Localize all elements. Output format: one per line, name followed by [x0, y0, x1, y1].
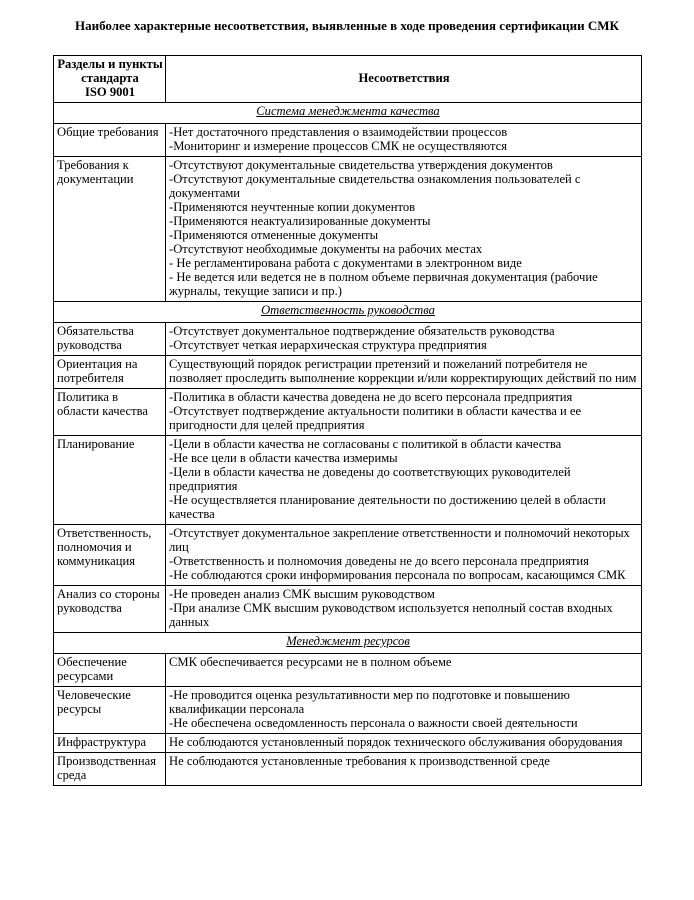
standard-section-label: Производственная среда [54, 753, 166, 786]
nonconformity-item: -Не обеспечена осведомленность персонала о важности своей деятельности [169, 716, 578, 730]
table-row [54, 586, 642, 633]
nonconformity-item: -Отсутствует документальное подтверждение обязательств руководства [169, 324, 555, 338]
nonconformity-item: -Нет достаточного представления о взаимодействии процессов [169, 125, 508, 139]
nonconformity-item: Не соблюдаются установленные требования к производственной среде [169, 754, 550, 768]
header-col1-line: Разделы и пункты [57, 57, 163, 71]
nonconformity-item: -Отсутствуют документальные свидетельства ознакомления пользователей с документами [169, 172, 581, 200]
section-title: Ответственность руководства [54, 302, 642, 323]
table-row [54, 436, 642, 525]
nonconformity-cell [166, 525, 642, 586]
nonconformity-item: -Цели в области качества не доведены до соответствующих руководителей предприятия [169, 465, 571, 493]
nonconformity-item: -Отсутствуют необходимые документы на рабочих местах [169, 242, 483, 256]
table-row [54, 389, 642, 436]
standard-section-label: Обязательства руководства [54, 323, 166, 356]
header-standard-sections [54, 56, 166, 103]
nonconformity-item: - Не ведется или ведется не в полном объеме первичная документация (рабочие журналы, текущие записи и пр.) [169, 270, 598, 298]
nonconformity-item: -Отсутствует документальное закрепление ответственности и полномочий некоторых лиц [169, 526, 630, 554]
nonconformity-item: -Не все цели в области качества измеримы [169, 451, 398, 465]
nonconformity-cell [166, 687, 642, 734]
nonconformity-item: -Не соблюдаются сроки информирования персонала по вопросам, касающимся СМК [169, 568, 626, 582]
table-row [54, 734, 642, 753]
table-row [54, 654, 642, 687]
section-title: Менеджмент ресурсов [54, 633, 642, 654]
standard-section-label: Политика в области качества [54, 389, 166, 436]
nonconformity-item: -Применяются отмененные документы [169, 228, 379, 242]
page-title: Наиболее характерные несоответствия, выявленные в ходе проведения сертификации СМК [75, 18, 619, 33]
nonconformity-cell [166, 157, 642, 302]
standard-section-label: Инфраструктура [54, 734, 166, 753]
standard-section-label: Обеспечение ресурсами [54, 654, 166, 687]
standard-section-label: Ответственность, полномочия и коммуникация [54, 525, 166, 586]
nonconformity-cell [166, 586, 642, 633]
standard-section-label: Ориентация на потребителя [54, 356, 166, 389]
nonconformity-item: -Мониторинг и измерение процессов СМК не осуществляются [169, 139, 508, 153]
standard-section-label: Человеческие ресурсы [54, 687, 166, 734]
section-title: Система менеджмента качества [54, 103, 642, 124]
nonconformity-item: -При анализе СМК высшим руководством используется неполный состав входных данных [169, 601, 613, 629]
header-col1-line: ISO 9001 [84, 85, 136, 99]
nonconformity-cell [166, 356, 642, 389]
standard-section-label: Требования к документации [54, 157, 166, 302]
nonconformity-cell [166, 124, 642, 157]
nonconformity-item: -Отсутствуют документальные свидетельства утверждения документов [169, 158, 553, 172]
section-row [54, 103, 642, 124]
nonconformity-item: -Не проводится оценка результативности мер по подготовке и повышению квалификации персонала [169, 688, 570, 716]
section-row [54, 302, 642, 323]
header-nonconformities: Несоответствия [166, 56, 642, 103]
nonconformity-cell [166, 323, 642, 356]
nonconformity-item: Существующий порядок регистрации претензий и пожеланий потребителя не позволяет проследить выполнение коррекции и/или корректирующих действий по ним [169, 357, 637, 385]
table-header-row [54, 56, 642, 103]
standard-section-label: Планирование [54, 436, 166, 525]
table-row [54, 753, 642, 786]
nonconformity-cell [166, 734, 642, 753]
nonconformity-item: -Цели в области качества не согласованы с политикой в области качества [169, 437, 562, 451]
nonconformity-item: - Не регламентирована работа с документами в электронном виде [169, 256, 522, 270]
nonconformity-cell [166, 753, 642, 786]
nonconformity-item: СМК обеспечивается ресурсами не в полном объеме [169, 655, 452, 669]
table-row [54, 323, 642, 356]
nonconformity-item: -Применяются неучтенные копии документов [169, 200, 416, 214]
table-row [54, 124, 642, 157]
nonconformity-item: -Ответственность и полномочия доведены не до всего персонала предприятия [169, 554, 589, 568]
nonconformity-item: -Не осуществляется планирование деятельности по достижению целей в области качества [169, 493, 606, 521]
nonconformity-item: -Не проведен анализ СМК высшим руководством [169, 587, 435, 601]
table-row [54, 157, 642, 302]
nonconformity-cell [166, 436, 642, 525]
nonconformity-item: -Отсутствует подтверждение актуальности политики в области качества и ее пригодности для целей предприятия [169, 404, 582, 432]
nonconformity-item: -Политика в области качества доведена не до всего персонала предприятия [169, 390, 573, 404]
nonconformity-cell [166, 654, 642, 687]
standard-section-label: Общие требования [54, 124, 166, 157]
table-row [54, 356, 642, 389]
header-col1-line: стандарта [81, 71, 139, 85]
nonconformity-item: Не соблюдаются установленный порядок технического обслуживания оборудования [169, 735, 623, 749]
table-row [54, 687, 642, 734]
nonconformities-table [53, 55, 642, 786]
table-row [54, 525, 642, 586]
standard-section-label: Анализ со стороны руководства [54, 586, 166, 633]
section-row [54, 633, 642, 654]
nonconformity-item: -Отсутствует четкая иерархическая структура предприятия [169, 338, 487, 352]
nonconformity-cell [166, 389, 642, 436]
nonconformity-item: -Применяются неактуализированные документы [169, 214, 431, 228]
